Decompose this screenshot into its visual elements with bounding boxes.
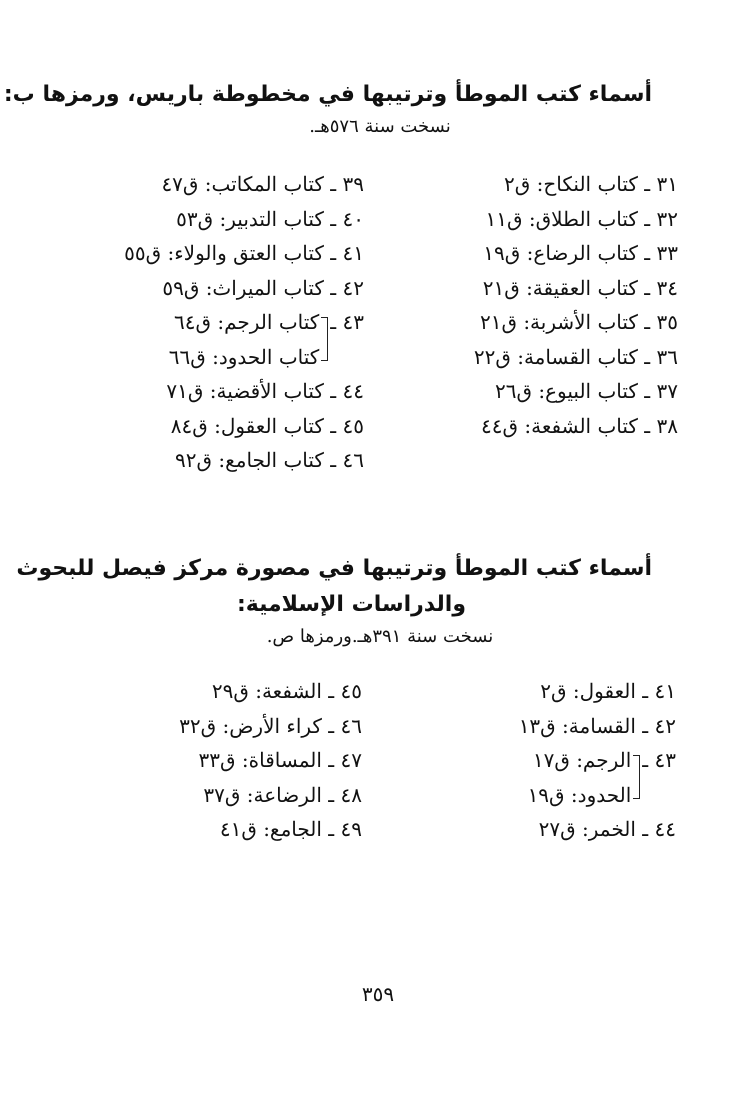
- list-item: ٣٥ ـ كتاب الأشربة: ق٢١: [479, 310, 678, 334]
- list-item: ٤٨ ـ الرضاعة: ق٣٧: [203, 782, 362, 807]
- section2-left-column: [122, 674, 362, 847]
- section1-left-column: [84, 167, 364, 478]
- list-item: ٤٦ ـ كتاب الجامع: ق٩٢: [174, 448, 364, 472]
- group-line: كتاب الرجم: ق٦٤: [174, 310, 320, 334]
- list-item-group: ٤٣ ـ كتاب الرجم: ق٦٤ كتاب الحدود: ق٦٦: [84, 305, 364, 374]
- group-line: الرجم: ق١٧: [532, 748, 632, 772]
- section1-heading: أسماء كتب الموطأ وترتيبها في مخطوطة باريس، ورمزها ب:: [3, 82, 652, 107]
- list-item: ٣٧ ـ كتاب البيوع: ق٢٦: [495, 379, 678, 403]
- list-item: ٣٩ ـ كتاب المكاتب: ق٤٧: [161, 172, 364, 196]
- section1-subheading: نسخت سنة ٥٧٦هـ.: [309, 116, 451, 137]
- section2-right-column: [446, 674, 676, 847]
- list-item: ٣٦ ـ كتاب القسامة: ق٢٢: [473, 344, 678, 369]
- list-item: ٣٤ ـ كتاب العقيقة: ق٢١: [482, 275, 678, 300]
- bracket-mark: [321, 317, 328, 361]
- list-item-group: ٤٣ ـ الرجم: ق١٧ الحدود: ق١٩: [446, 743, 676, 812]
- section2-heading-line2: والدراسات الإسلامية:: [236, 592, 466, 617]
- list-item: ٤٢ ـ كتاب الميراث: ق٥٩: [162, 275, 364, 300]
- section1-right-column: [418, 167, 678, 443]
- list-item: ٤٥ ـ كتاب العقول: ق٨٤: [170, 413, 364, 438]
- list-item: ٤٠ ـ كتاب التدبير: ق٥٣: [176, 206, 364, 231]
- page-number: ٣٥٩: [361, 982, 395, 1006]
- list-item: ٤١ ـ العقول: ق٢: [540, 679, 676, 703]
- list-item: ٤٩ ـ الجامع: ق٤١: [219, 817, 362, 841]
- list-item: ٣٨ ـ كتاب الشفعة: ق٤٤: [481, 413, 678, 438]
- bracket-mark: [633, 755, 640, 799]
- group-line: كتاب الحدود: ق٦٦: [168, 344, 320, 369]
- section2-subheading: نسخت سنة ٣٩١هـ.ورمزها ص.: [266, 626, 494, 647]
- list-item: ٤٥ ـ الشفعة: ق٢٩: [211, 679, 362, 703]
- list-item: ٤٤ ـ الخمر: ق٢٧: [538, 817, 676, 841]
- list-item: ٤٧ ـ المساقاة: ق٣٣: [198, 748, 362, 772]
- list-item: ٣١ ـ كتاب النكاح: ق٢: [504, 172, 678, 196]
- list-item: ٣٢ ـ كتاب الطلاق: ق١١: [485, 206, 678, 231]
- section2-heading-line1: أسماء كتب الموطأ وترتيبها في مصورة مركز فيصل للبحوث: [16, 556, 652, 581]
- list-item: ٤٢ ـ القسامة: ق١٣: [518, 713, 676, 738]
- group-line: الحدود: ق١٩: [527, 782, 632, 807]
- list-item: ٤٦ ـ كراء الأرض: ق٣٢: [179, 713, 362, 738]
- list-item: ٤١ ـ كتاب العتق والولاء: ق٥٥: [124, 241, 364, 265]
- list-item: ٣٣ ـ كتاب الرضاع: ق١٩: [483, 241, 678, 265]
- list-item: ٤٤ ـ كتاب الأقضية: ق٧١: [166, 379, 364, 403]
